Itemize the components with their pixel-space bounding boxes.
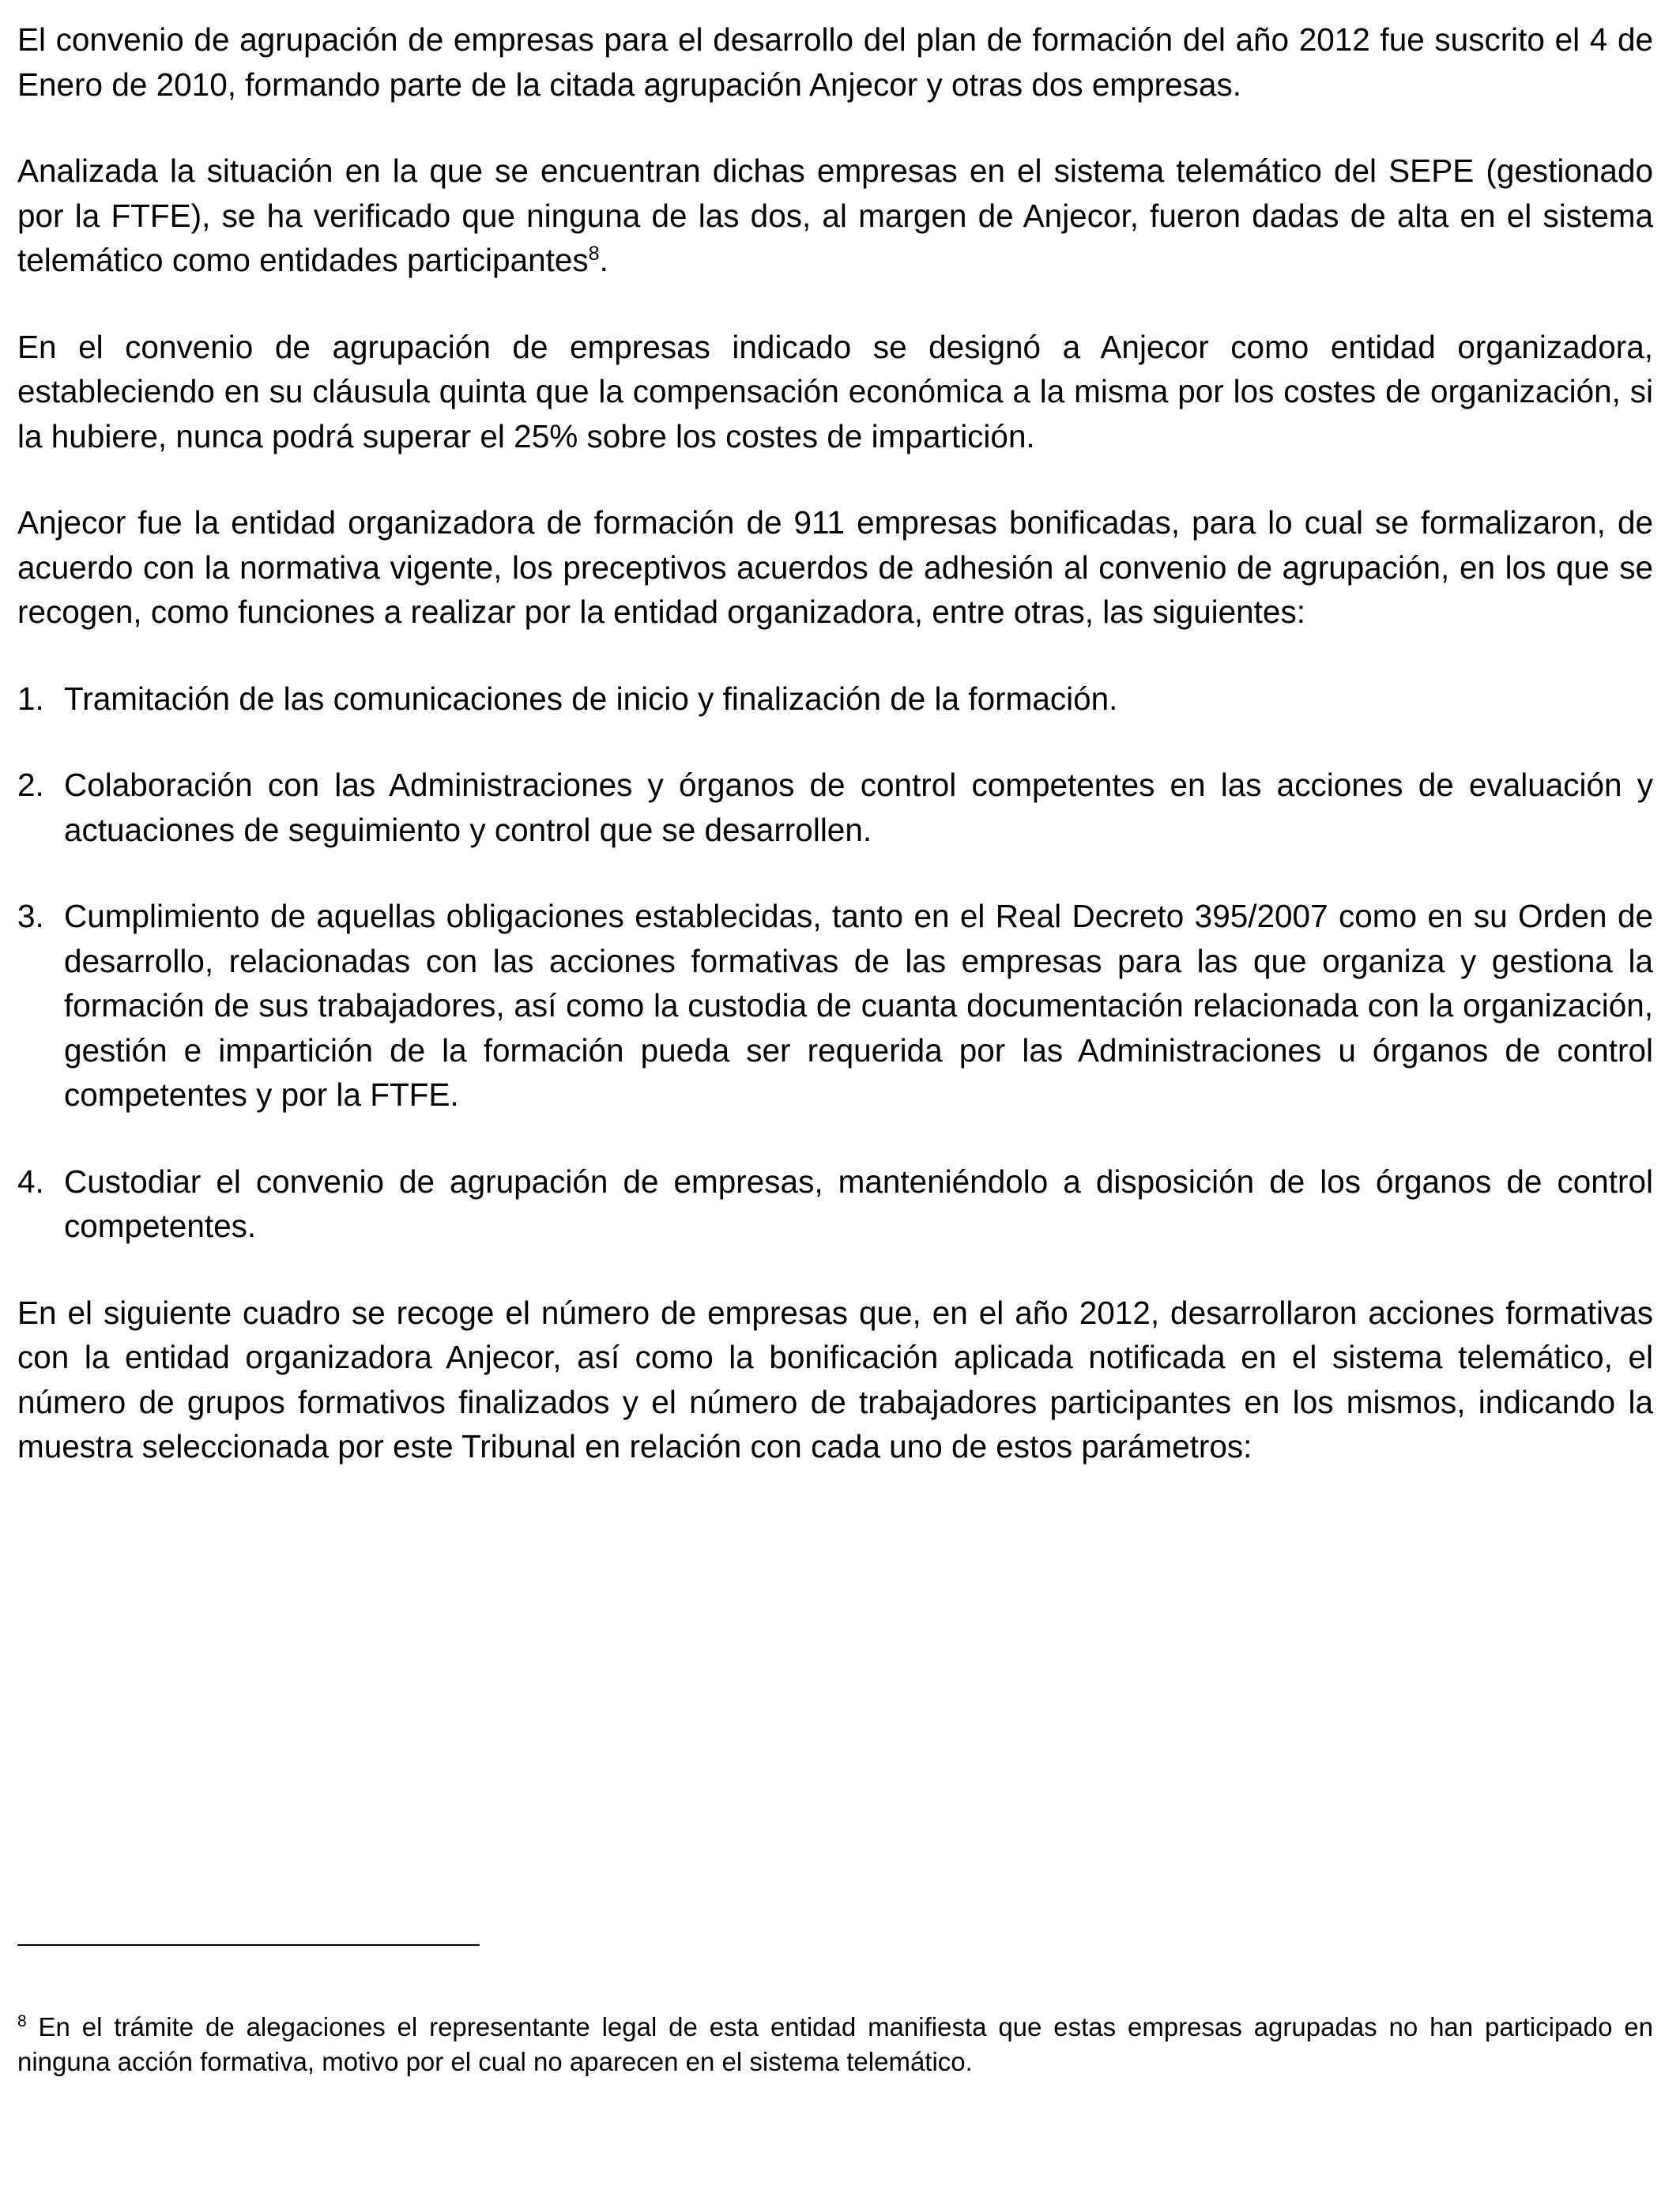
document-body <box>17 17 1653 1511</box>
footnote-number: 8 <box>17 2012 27 2030</box>
paragraph-situacion-text: Analizada la situación en la que se encuentran dichas empresas en el sistema telemático del SEPE (gestionado por la FTFE), se ha verificado que ninguna de las dos, al margen de Anjecor, fueron dadas de alta en el sistema telemático como entidades participantes <box>17 153 1653 278</box>
footnote-separator <box>17 1944 480 1946</box>
paragraph-cuadro: En el siguiente cuadro se recoge el número de empresas que, en el año 2012, desarrollaron acciones formativas con la entidad organizadora Anjecor, así como la bonificación aplicada notificada en el sistema telemático, el número de grupos formativos finalizados y el número de trabajadores participantes en los mismos, indicando la muestra seleccionada por este Tribunal en relación con cada uno de estos parámetros: <box>17 1294 1653 1465</box>
list-number: 2. <box>17 767 44 803</box>
paragraph-situacion-end: . <box>599 242 608 278</box>
list-item-2 <box>17 763 1653 852</box>
paragraph-convenio: El convenio de agrupación de empresas para el desarrollo del plan de formación del año 2012 fue suscrito el 4 de Enero de 2010, formando parte de la citada agrupación Anjecor y otras dos empresas. <box>17 21 1653 103</box>
list-text: Custodiar el convenio de agrupación de empresas, manteniéndolo a disposición de los órganos de control competentes. <box>64 1163 1653 1244</box>
list-number: 1. <box>17 680 44 717</box>
list-item-1 <box>17 677 1653 722</box>
paragraph-situacion <box>17 149 1653 283</box>
paragraph-entidad-organizadora: En el convenio de agrupación de empresas indicado se designó a Anjecor como entidad organizadora, estableciendo en su cláusula quinta que la compensación económica a la misma por los costes de organización, si la hubiere, nunca podrá superar el 25% sobre los costes de impartición. <box>17 328 1653 454</box>
list-item-4 <box>17 1159 1653 1249</box>
footnote <box>17 2010 1653 2079</box>
list-item-3 <box>17 894 1653 1118</box>
footnote-reference: 8 <box>588 243 600 265</box>
footnote-text: En el trámite de alegaciones el representante legal de esta entidad manifiesta que estas empresas agrupadas no han participado en ninguna acción formativa, motivo por el cual no aparecen en el sistema telemático. <box>17 2012 1653 2076</box>
list-text: Tramitación de las comunicaciones de inicio y finalización de la formación. <box>64 680 1118 717</box>
list-text: Colaboración con las Administraciones y órganos de control competentes en las acciones de evaluación y actuaciones de seguimiento y control que se desarrollen. <box>64 767 1653 848</box>
list-number: 3. <box>17 898 44 934</box>
list-text: Cumplimiento de aquellas obligaciones establecidas, tanto en el Real Decreto 395/2007 como en su Orden de desarrollo, relacionadas con las acciones formativas de las empresas para las que organiza y gestiona la formación de sus trabajadores, así como la custodia de cuanta documentación relacionada con la organización, gestión e impartición de la formación pueda ser requerida por las Administraciones u órganos de control competentes y por la FTFE. <box>64 898 1653 1113</box>
paragraph-funciones: Anjecor fue la entidad organizadora de formación de 911 empresas bonificadas, para lo cual se formalizaron, de acuerdo con la normativa vigente, los preceptivos acuerdos de adhesión al convenio de agrupación, en los que se recogen, como funciones a realizar por la entidad organizadora, entre otras, las siguientes: <box>17 504 1653 630</box>
list-number: 4. <box>17 1163 44 1200</box>
